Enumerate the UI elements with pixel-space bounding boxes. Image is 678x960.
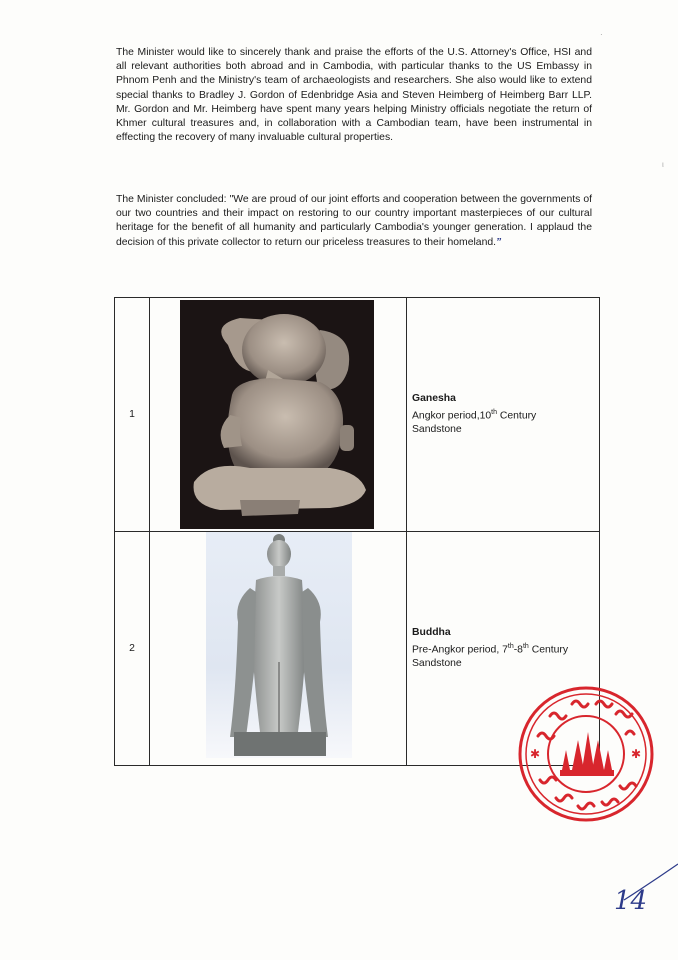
photo-cell <box>150 298 407 532</box>
thanks-paragraph: The Minister would like to sincerely thank and praise the efforts of the U.S. Attorney's Office, HSI and all relevant authorities both abroad and in Cambodia, with particular thanks to the US Embassy in Phnom Penh and the Ministry's team of archaeologists and researchers. She also would like to extend special thanks to Bradley J. Gordon of Edenbridge Asia and Steven Heimberg of Heimberg Barr LLP. Mr. Gordon and Mr. Heimberg have spent many years helping Ministry officials negotiate the return of Khmer cultural treasures and, in collaboration with a Cambodian team, have been instrumental in effecting the recovery of many invaluable cultural properties. <box>116 47 592 144</box>
handwritten-page-number: 14 <box>614 886 648 916</box>
item-material: Sandstone <box>412 424 462 436</box>
svg-text:✱: ✱ <box>530 747 541 761</box>
ministry-seal <box>516 684 656 824</box>
item-period: Angkor period,10th Century <box>412 408 537 422</box>
scan-mark-side: ι <box>662 160 664 169</box>
item-material: Sandstone <box>412 658 462 670</box>
item-number: 1 <box>115 298 150 532</box>
item-name: Ganesha <box>412 392 456 404</box>
closing-quote-handwritten: ” <box>496 236 502 248</box>
description-cell <box>407 298 600 532</box>
table-row <box>115 298 600 532</box>
svg-text:✱: ✱ <box>631 747 642 761</box>
buddha-photo <box>206 532 352 758</box>
conclusion-text: The Minister concluded: "We are proud of our joint efforts and cooperation between the governments of our two countries and their impact on restoring to our country important masterpieces of our cultural heritage for the benefit of all humanity and particularly Cambodia's younger generation. I applaud the decision of this private collector to return our priceless treasures to their homeland. <box>116 194 592 248</box>
conclusion-paragraph <box>116 193 592 250</box>
ganesha-photo <box>180 300 374 529</box>
item-name: Buddha <box>412 626 451 638</box>
photo-cell <box>150 532 407 766</box>
item-period: Pre-Angkor period, 7th-8th Century <box>412 642 569 656</box>
item-number: 2 <box>115 532 150 766</box>
scan-mark: · <box>600 30 603 39</box>
